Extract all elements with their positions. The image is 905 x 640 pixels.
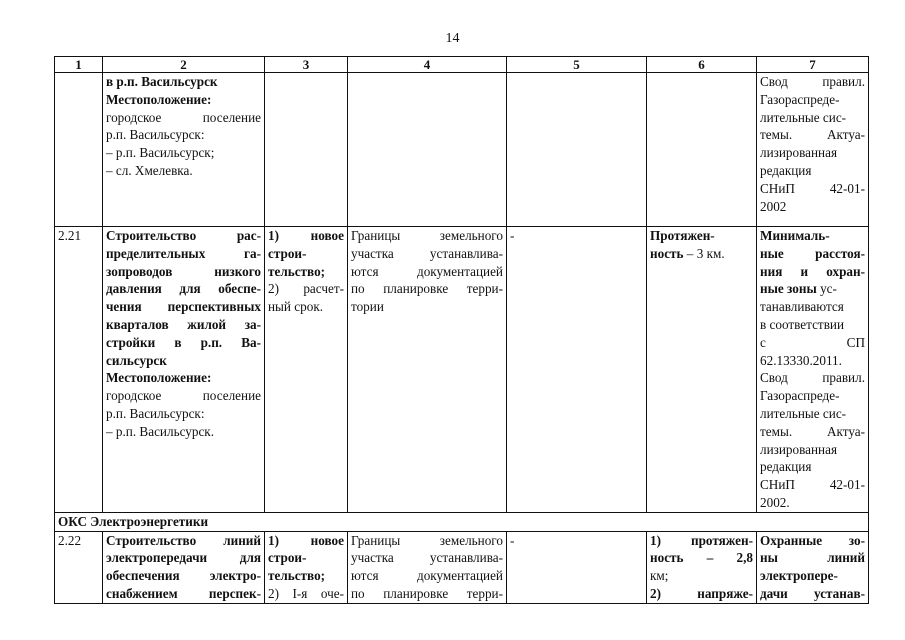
stage-line: тельство;	[268, 263, 326, 279]
zones-line: ны линий	[760, 550, 865, 566]
stage-line: ный срок.	[268, 299, 324, 315]
boundaries-line: Границы земельного	[351, 228, 503, 243]
section-row	[55, 512, 869, 531]
location-line: – сл. Хмелевка.	[106, 162, 193, 178]
object-name-line: стройки в р.п. Ва-	[106, 334, 261, 350]
object-name-line: Строительство рас-	[106, 228, 261, 243]
col-header-6: 6	[647, 57, 757, 73]
object-name-line: сильсурск	[106, 352, 167, 368]
object-name-tail: в р.п. Васильсурск	[106, 74, 218, 89]
boundaries-line: по планировке терри-	[351, 281, 503, 297]
boundaries-line: участка устанавлива-	[351, 245, 503, 261]
cell-object	[103, 73, 265, 227]
zones-line: в соответствии	[760, 316, 845, 332]
cell-boundaries	[348, 73, 507, 227]
zones-line: дачи устанав-	[760, 585, 865, 601]
cell-number: 2.21	[55, 227, 103, 513]
stage-line: 2) расчет-	[268, 281, 344, 297]
header-row	[55, 57, 869, 73]
planning-table	[54, 56, 869, 604]
zones-line: ные зоны ус-	[760, 281, 837, 297]
table-row-2-21	[55, 227, 869, 513]
param-line: Протяжен-	[650, 228, 715, 243]
zones-line: СНиП 42-01-	[760, 180, 865, 196]
cell-col5	[507, 73, 647, 227]
object-name-line: зопроводов низкого	[106, 263, 261, 279]
cell-object	[103, 227, 265, 513]
zones-line: Минималь-	[760, 228, 830, 243]
col-header-5: 5	[507, 57, 647, 73]
zones-line: редакция	[760, 162, 812, 178]
cell-stage	[265, 73, 348, 227]
cell-zones	[757, 73, 869, 227]
col-header-2: 2	[103, 57, 265, 73]
param-line: ность – 2,8	[650, 550, 753, 566]
stage-line: 2) I-я оче-	[268, 585, 344, 601]
object-name-line: снабжением перспек-	[106, 585, 261, 601]
zones-line: темы. Актуа-	[760, 423, 865, 439]
location-line: р.п. Васильсурск:	[106, 127, 205, 143]
zones-line: 2002.	[760, 494, 790, 510]
param-line: ность – 3 км.	[650, 245, 725, 261]
zones-line: Газораспреде-	[760, 91, 840, 107]
boundaries-line: ются документацией	[351, 568, 503, 584]
location-label: Местоположение:	[106, 91, 212, 107]
col-header-1: 1	[55, 57, 103, 73]
cell-object	[103, 531, 265, 603]
object-name-line: электропередачи для	[106, 550, 261, 566]
zones-line: лизированная	[760, 145, 838, 161]
zones-line: лизированная	[760, 441, 838, 457]
object-name-line: кварталов жилой за-	[106, 316, 261, 332]
zones-line: 62.13330.2011.	[760, 352, 842, 368]
cell-params	[647, 73, 757, 227]
zones-line: лительные сис-	[760, 405, 847, 421]
object-name-line: Строительство линий	[106, 532, 261, 548]
location-line: городское поселение	[106, 388, 261, 404]
object-name-line: обеспечения электро-	[106, 568, 261, 584]
stage-line: тельство;	[268, 568, 326, 584]
boundaries-line: по планировке терри-	[351, 585, 503, 601]
stage-line: 1) новое	[268, 532, 344, 548]
param-line: 2) напряже-	[650, 585, 753, 601]
location-line: городское поселение	[106, 109, 261, 125]
zones-line: Свод правил.	[760, 74, 865, 89]
param-line: 1) протяжен-	[650, 532, 753, 548]
section-title: ОКС Электроэнергетики	[55, 512, 869, 531]
zones-line: темы. Актуа-	[760, 127, 865, 143]
cell-number	[55, 73, 103, 227]
zones-line: лительные сис-	[760, 109, 847, 125]
stage-line: строи-	[268, 550, 307, 566]
zones-line: ные расстоя-	[760, 245, 865, 261]
object-name-line: пределительных га-	[106, 245, 261, 261]
page-number: 14	[445, 31, 460, 46]
object-name-line: давления для обеспе-	[106, 281, 261, 297]
stage-line: строи-	[268, 245, 307, 261]
boundaries-line: ются документацией	[351, 263, 503, 279]
zones-line: редакция	[760, 459, 812, 475]
stage-line: 1) новое	[268, 228, 344, 243]
boundaries-line: тории	[351, 299, 384, 315]
zones-line: СНиП 42-01-	[760, 477, 865, 493]
location-line: – р.п. Васильсурск;	[106, 145, 215, 161]
object-name-line: чения перспективных	[106, 299, 261, 315]
cell-col5: -	[507, 531, 647, 603]
zones-line: электропере-	[760, 568, 838, 584]
location-label: Местоположение:	[106, 370, 212, 386]
boundaries-line: Границы земельного	[351, 532, 503, 548]
cell-zones	[757, 227, 869, 513]
cell-zones	[757, 531, 869, 603]
zones-line: с СП	[760, 334, 865, 350]
cell-col5: -	[507, 227, 647, 513]
param-line: км;	[650, 568, 669, 584]
zones-line: ния и охран-	[760, 263, 865, 279]
zones-line: 2002	[760, 198, 787, 214]
col-header-3: 3	[265, 57, 348, 73]
boundaries-line: участка устанавлива-	[351, 550, 503, 566]
table-row-continued	[55, 73, 869, 227]
cell-params	[647, 531, 757, 603]
col-header-7: 7	[757, 57, 869, 73]
zones-line: Свод правил.	[760, 370, 865, 386]
zones-line: танавливаются	[760, 299, 844, 315]
cell-stage	[265, 531, 348, 603]
table-row-2-22	[55, 531, 869, 603]
zones-line: Газораспреде-	[760, 388, 840, 404]
cell-boundaries	[348, 227, 507, 513]
cell-stage	[265, 227, 348, 513]
cell-number: 2.22	[55, 531, 103, 603]
zones-line: Охранные зо-	[760, 532, 865, 548]
location-line: – р.п. Васильсурск.	[106, 423, 215, 439]
location-line: р.п. Васильсурск:	[106, 405, 205, 421]
cell-boundaries	[348, 531, 507, 603]
cell-params	[647, 227, 757, 513]
col-header-4: 4	[348, 57, 507, 73]
